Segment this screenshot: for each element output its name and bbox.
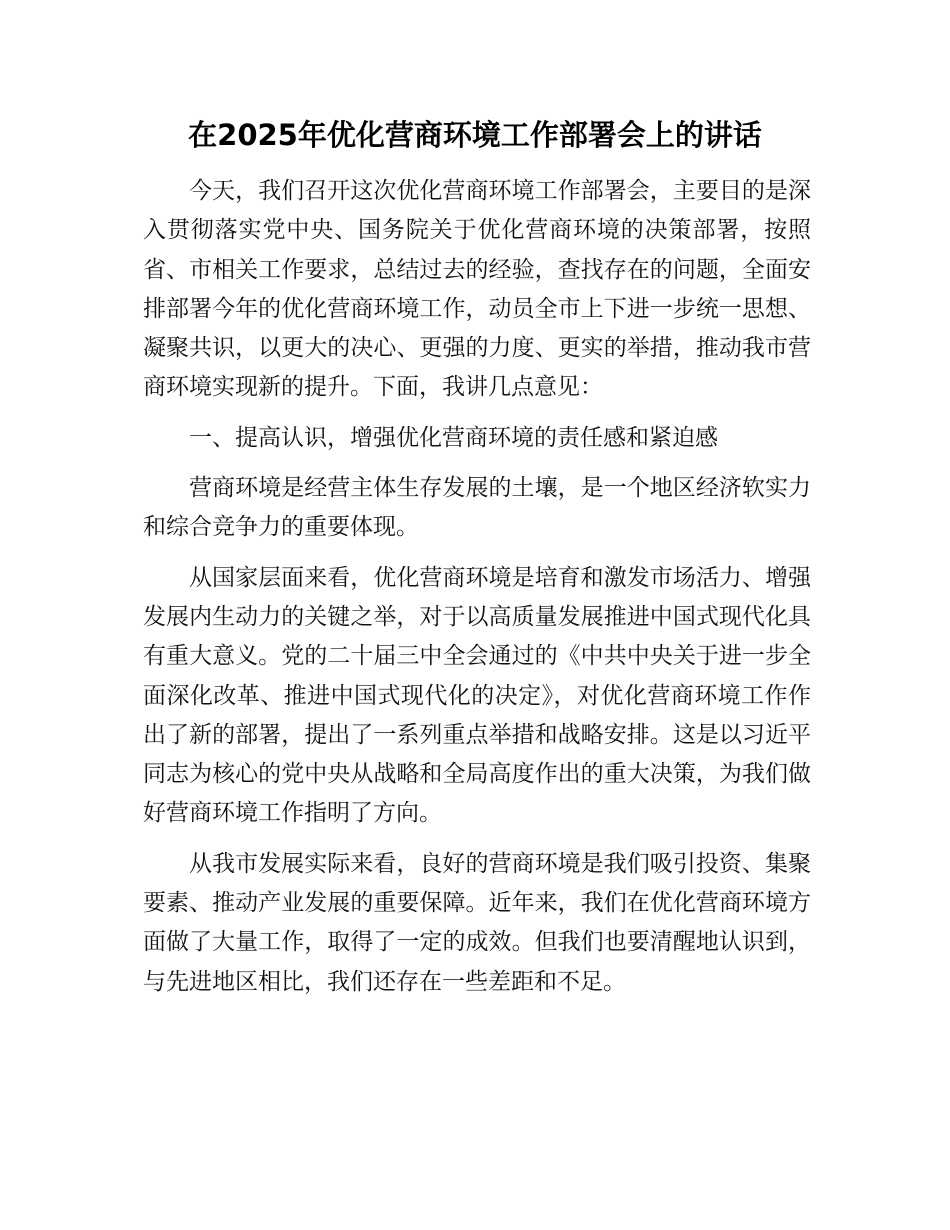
paragraph-city-level: 从我市发展实际来看，良好的营商环境是我们吸引投资、集聚要素、推动产业发展的重要保障。近年来，我们在优化营商环境方面做了大量工作，取得了一定的成效。但我们也要清醒地认识到，与先进地区相比，我们还存在一些差距和不足。	[143, 850, 811, 995]
paragraph-business-environment: 营商环境是经营主体生存发展的土壤，是一个地区经济软实力和综合竞争力的重要体现。	[143, 475, 811, 541]
paragraph-national-level: 从国家层面来看，优化营商环境是培育和激发市场活力、增强发展内生动力的关键之举，对于以高质量发展推进中国式现代化具有重大意义。党的二十届三中全会通过的《中共中央关于进一步全面深化改革、推进中国式现代化的决定》，对优化营商环境工作作出了新的部署，提出了一系列重点举措和战略安排。这是以习近平同志为核心的党中央从战略和全局高度作出的重大决策，为我们做好营商环境工作指明了方向。	[143, 564, 811, 827]
document-title: 在2025年优化营商环境工作部署会上的讲话	[188, 118, 762, 152]
document-body	[143, 172, 811, 1013]
paragraph-intro: 今天，我们召开这次优化营商环境工作部署会，主要目的是深入贯彻落实党中央、国务院关于优化营商环境的决策部署，按照省、市相关工作要求，总结过去的经验，查找存在的问题，全面安排部署今年的优化营商环境工作，动员全市上下进一步统一思想、凝聚共识，以更大的决心、更强的力度、更实的举措，推动我市营商环境实现新的提升。下面，我讲几点意见：	[143, 178, 811, 401]
section-heading-1: 一、提高认识，增强优化营商环境的责任感和紧迫感	[189, 424, 718, 451]
